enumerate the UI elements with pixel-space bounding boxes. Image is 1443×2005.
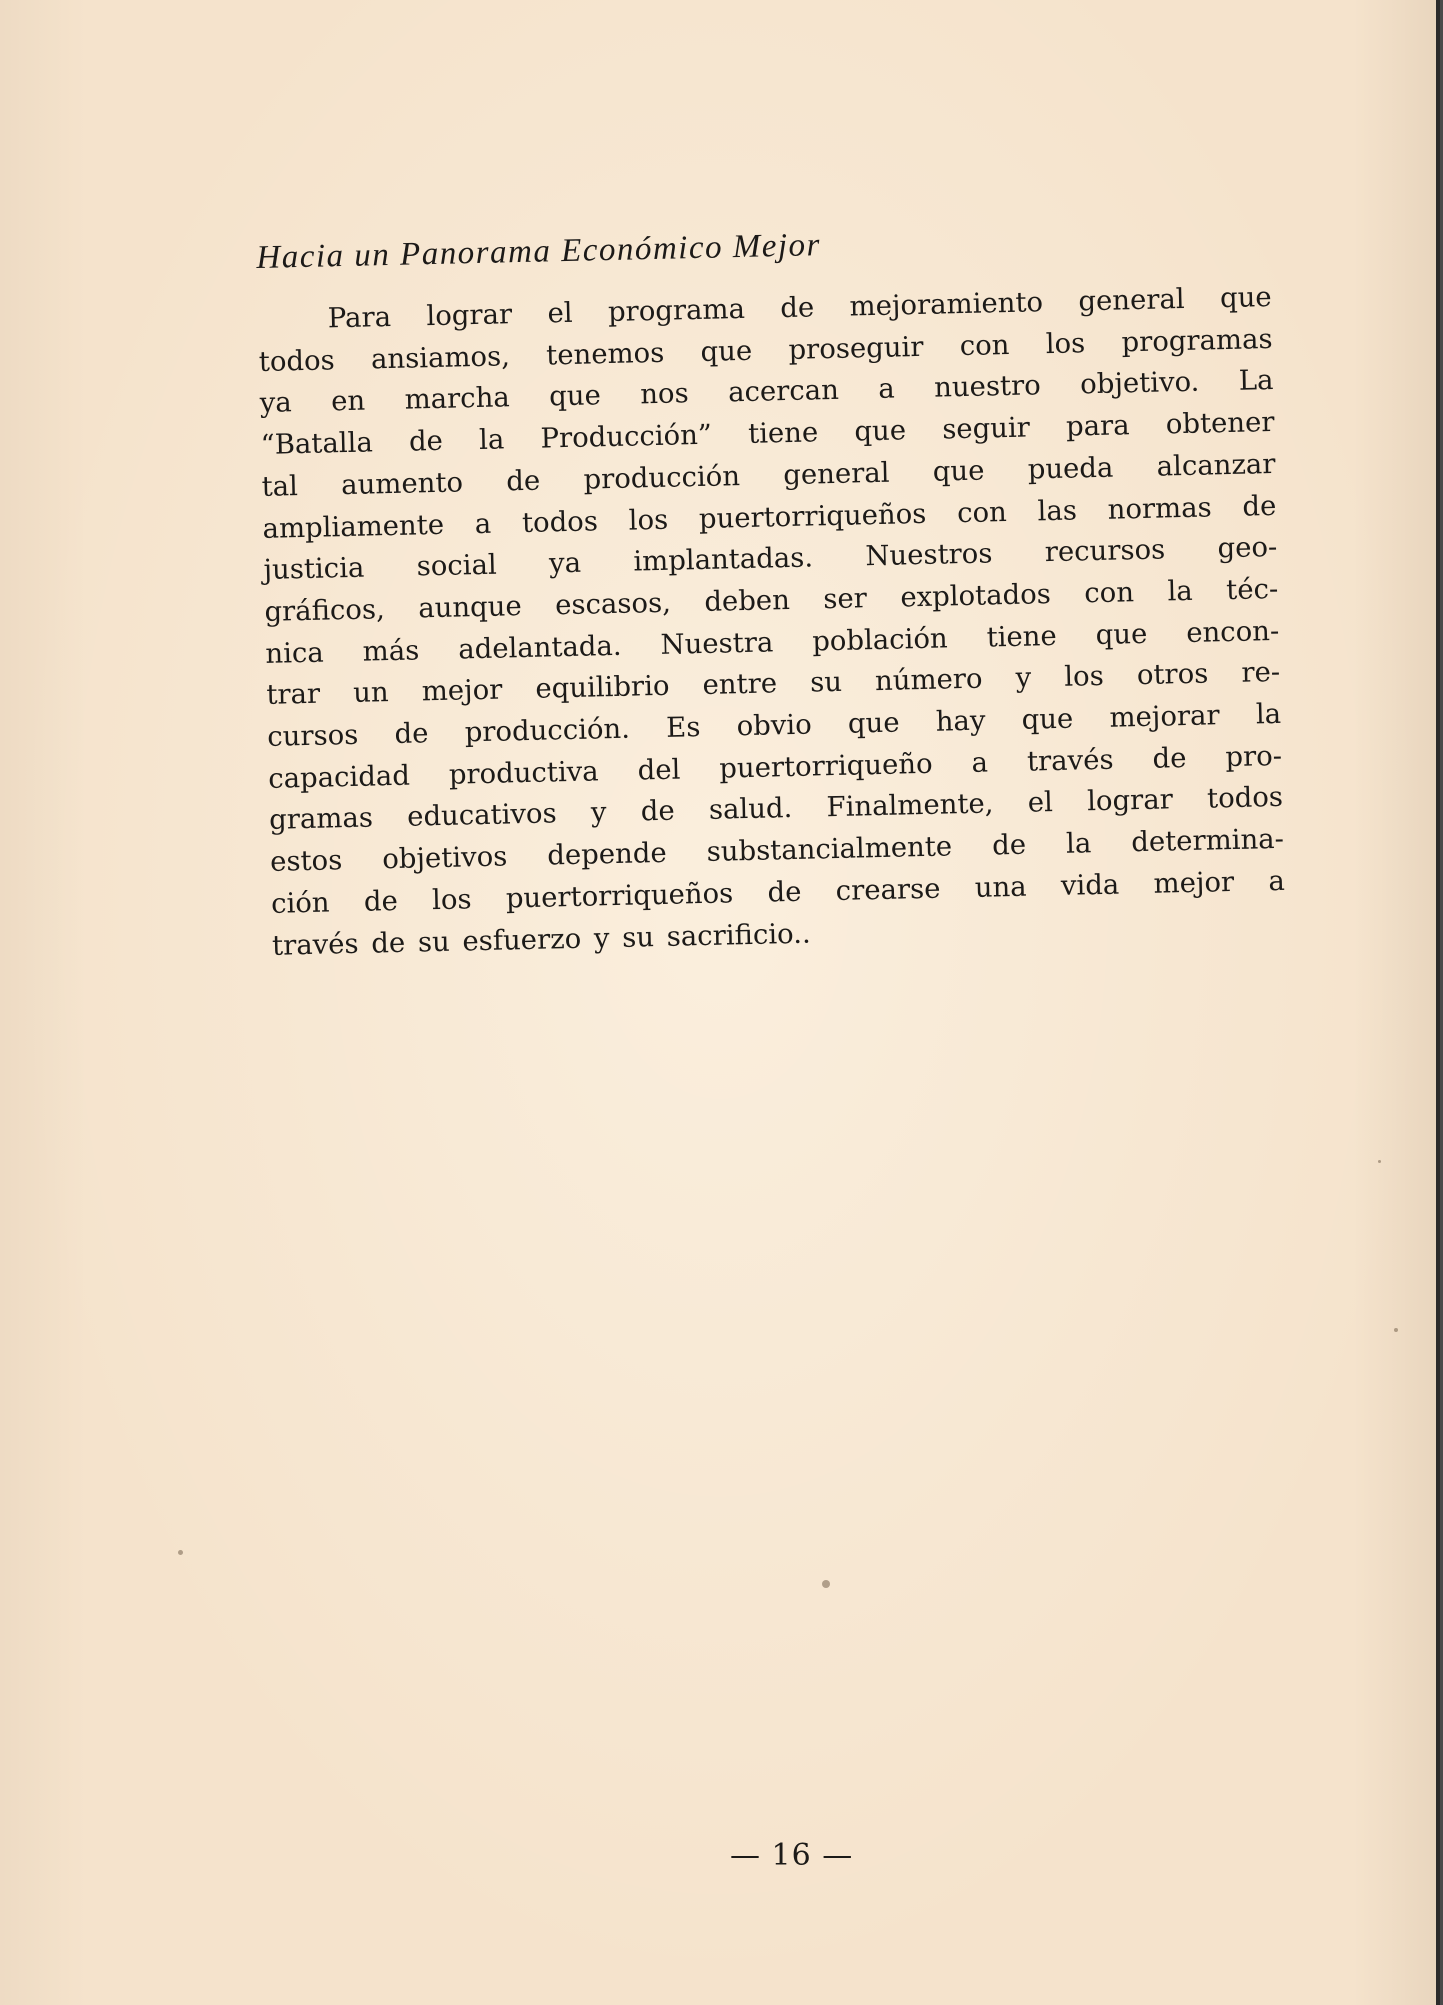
- page-number: — 16 —: [730, 1838, 854, 1873]
- paper-speck: [822, 1580, 830, 1588]
- paragraph-line: capacidad productiva del puertorriqueño a través de pro-: [267, 739, 1283, 795]
- paper-speck: [1378, 1160, 1381, 1163]
- paragraph-line: trar un mejor equilibrio entre su número y los otros re-: [266, 656, 1281, 712]
- page-edge-shadow: [1436, 0, 1440, 2005]
- paragraph-line: través de su esfuerzo y su sacrificio..: [271, 917, 811, 962]
- paragraph-line: tal aumento de producción general que pueda alcanzar: [261, 447, 1276, 503]
- paragraph-line: “Batalla de la Producción” tiene que seguir para obtener: [260, 406, 1275, 462]
- body-paragraph: [257, 277, 1286, 967]
- paragraph-line: ampliamente a todos los puertorriqueños con las normas de: [262, 489, 1277, 545]
- paragraph-line: nica más adelantada. Nuestra población tiene que encon-: [265, 614, 1280, 670]
- paragraph-line: ya en marcha que nos acercan a nuestro objetivo. La: [259, 364, 1274, 420]
- section-heading: Hacia un Panorama Económico Mejor: [256, 227, 822, 276]
- paragraph-line: gráficos, aunque escasos, deben ser explotados con la téc-: [264, 572, 1279, 628]
- text-block: [256, 215, 1286, 967]
- paragraph-line: estos objetivos depende substancialmente de la determina-: [269, 822, 1285, 878]
- paragraph-line: gramas educativos y de salud. Finalmente, el lograr todos: [268, 781, 1284, 837]
- paragraph-line: todos ansiamos, tenemos que proseguir con los programas: [258, 322, 1273, 378]
- paragraph-line: ción de los puertorriqueños de crearse una vida mejor a: [270, 864, 1286, 920]
- paragraph-line: Para lograr el programa de mejoramiento general que: [327, 280, 1272, 335]
- paragraph-line: cursos de producción. Es obvio que hay que mejorar la: [266, 697, 1282, 753]
- paragraph-line: justicia social ya implantadas. Nuestros recursos geo-: [263, 531, 1278, 587]
- paper-speck: [1394, 1328, 1398, 1332]
- paper-speck: [178, 1550, 183, 1555]
